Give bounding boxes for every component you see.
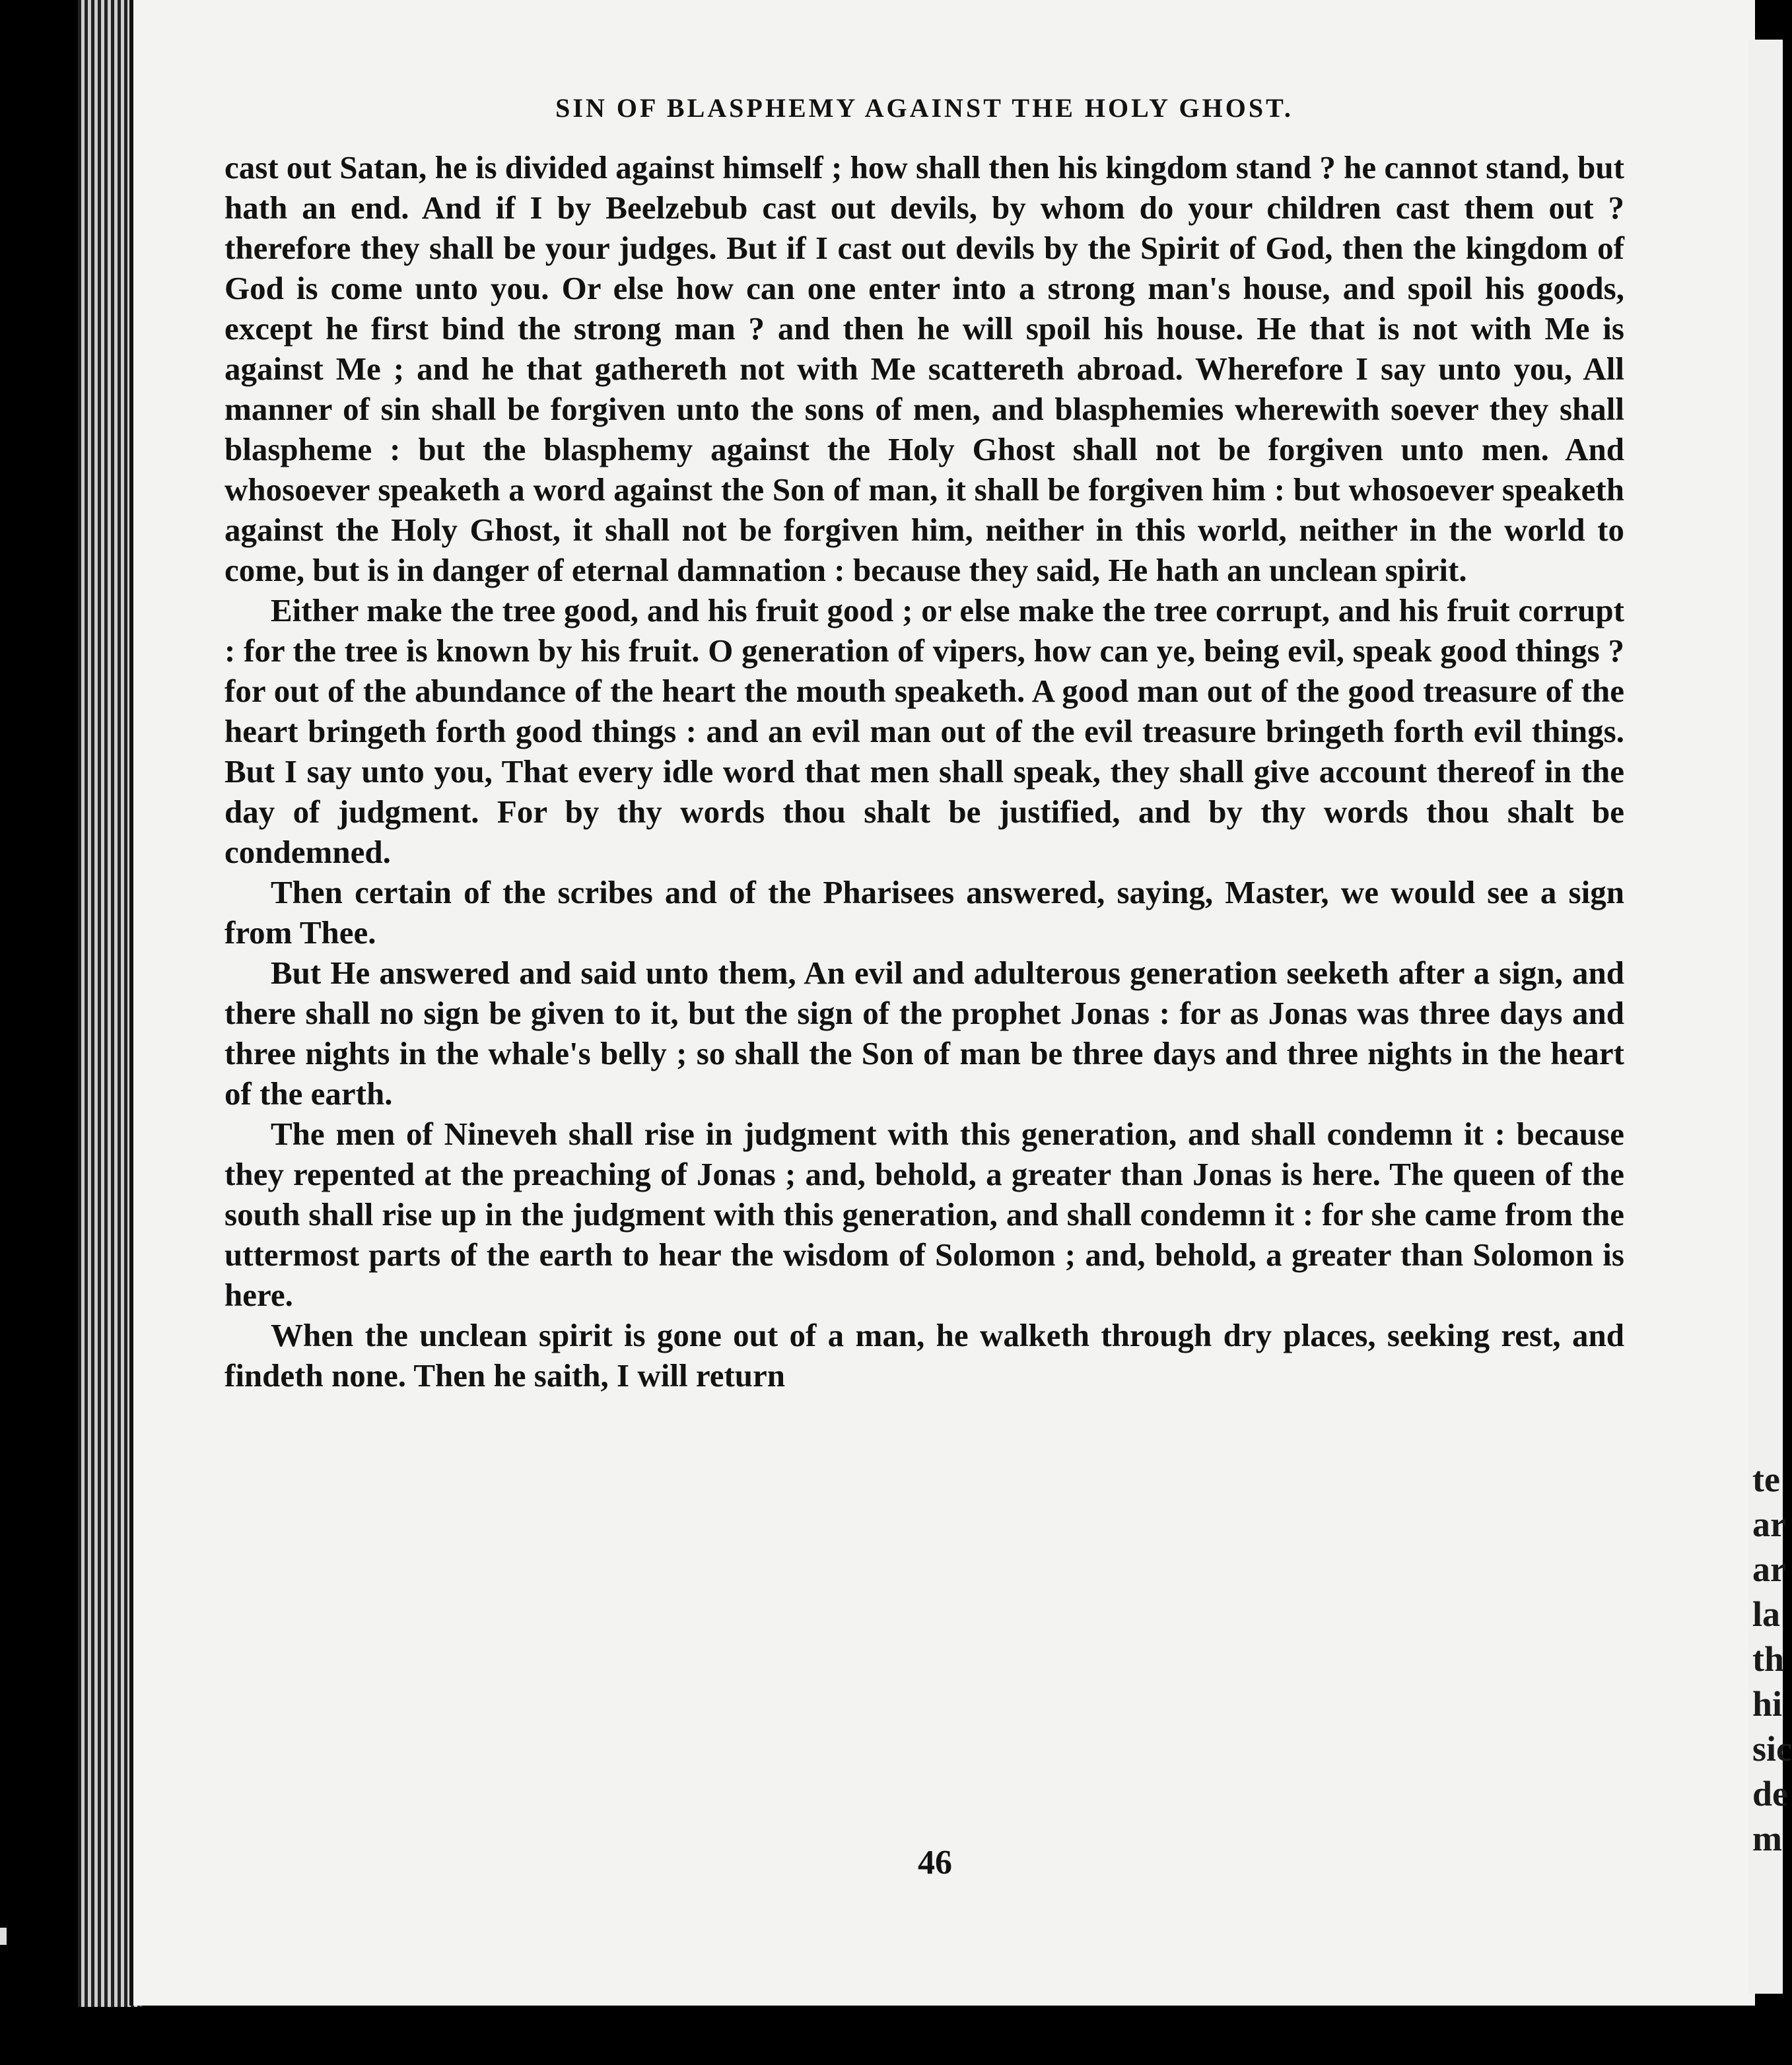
facing-page-fragment: te <box>1752 1460 1780 1499</box>
paragraph-3: Then certain of the scribes and of the Pharisees answered, saying, Master, we would see a sign from Thee. <box>224 874 1624 951</box>
facing-page-fragment: th <box>1752 1639 1785 1679</box>
facing-page-fragment: de <box>1752 1774 1788 1813</box>
facing-page-fragment: ar <box>1752 1549 1786 1589</box>
paragraph-1: cast out Satan, he is divided against himself ; how shall then his kingdom stand ? he cannot stand, but hath an end. And if I by Beelzebub cast out devils, by whom do your children cast them out ? therefore they shall be your judges. But if I cast out devils by the Spirit of God, then the kingdom of God is come unto you. Or else how can one enter into a strong man's house, and spoil his goods, except he first bind the strong man ? and then he will spoil his house. He that is not with Me is against Me ; and he that gathereth not with Me scattereth abroad. Wherefore I say unto you, All manner of sin shall be forgiven unto the sons of men, and blasphemies wherewith soever they shall blaspheme : but the blasphemy against the Holy Ghost shall not be forgiven unto men. And whosoever speaketh a word against the Son of man, it shall be forgiven him : but whosoever speaketh against the Holy Ghost, it shall not be forgiven him, neither in this world, neither in the world to come, but is in danger of eternal damnation : because they said, He hath an unclean spirit. <box>224 149 1624 588</box>
paragraph-6: When the unclean spirit is gone out of a man, he walketh through dry places, seeking rest, and findeth none. Then he saith, I will return <box>224 1317 1624 1394</box>
facing-page-fragment: la <box>1752 1594 1781 1634</box>
facing-page-fragment: m <box>1752 1819 1782 1858</box>
scan-artifact <box>0 1928 7 1945</box>
facing-page-fragment: hi <box>1752 1684 1783 1724</box>
page-number: 46 <box>918 1844 952 1881</box>
facing-page-fragment: sic <box>1752 1729 1792 1769</box>
page-text-block <box>224 92 1624 1396</box>
paragraph-2: Either make the tree good, and his fruit good ; or else make the tree corrupt, and his fruit corrupt : for the tree is known by his fruit. O generation of vipers, how can ye, being evil, speak good things ? for out of the abundance of the heart the mouth speaketh. A good man out of the good treasure of the heart bringeth forth good things : and an evil man out of the evil treasure bringeth forth evil things. But I say unto you, That every idle word that men shall speak, they shall give account thereof in the day of judgment. For by thy words thou shalt be justified, and by thy words thou shalt be condemned. <box>224 592 1624 870</box>
running-head: SIN OF BLASPHEMY AGAINST THE HOLY GHOST. <box>555 93 1293 123</box>
paragraph-4: But He answered and said unto them, An evil and adulterous generation seeketh after a sign, and there shall no sign be given to it, but the sign of the prophet Jonas : for as Jonas was three days and three nights in the whale's belly ; so shall the Son of man be three days and three nights in the heart of the earth. <box>224 955 1624 1112</box>
facing-page-fragment: ar <box>1752 1505 1786 1544</box>
facing-page-edge <box>1748 40 1792 1994</box>
paragraph-5: The men of Nineveh shall rise in judgment with this generation, and shall condemn it : because they repented at the preaching of Jonas ; and, behold, a greater than Jonas is here. The queen of the south shall rise up in the judgment with this generation, and shall condemn it : for she came from the uttermost parts of the earth to hear the wisdom of Solomon ; and, behold, a greater than Solomon is here. <box>224 1116 1624 1313</box>
